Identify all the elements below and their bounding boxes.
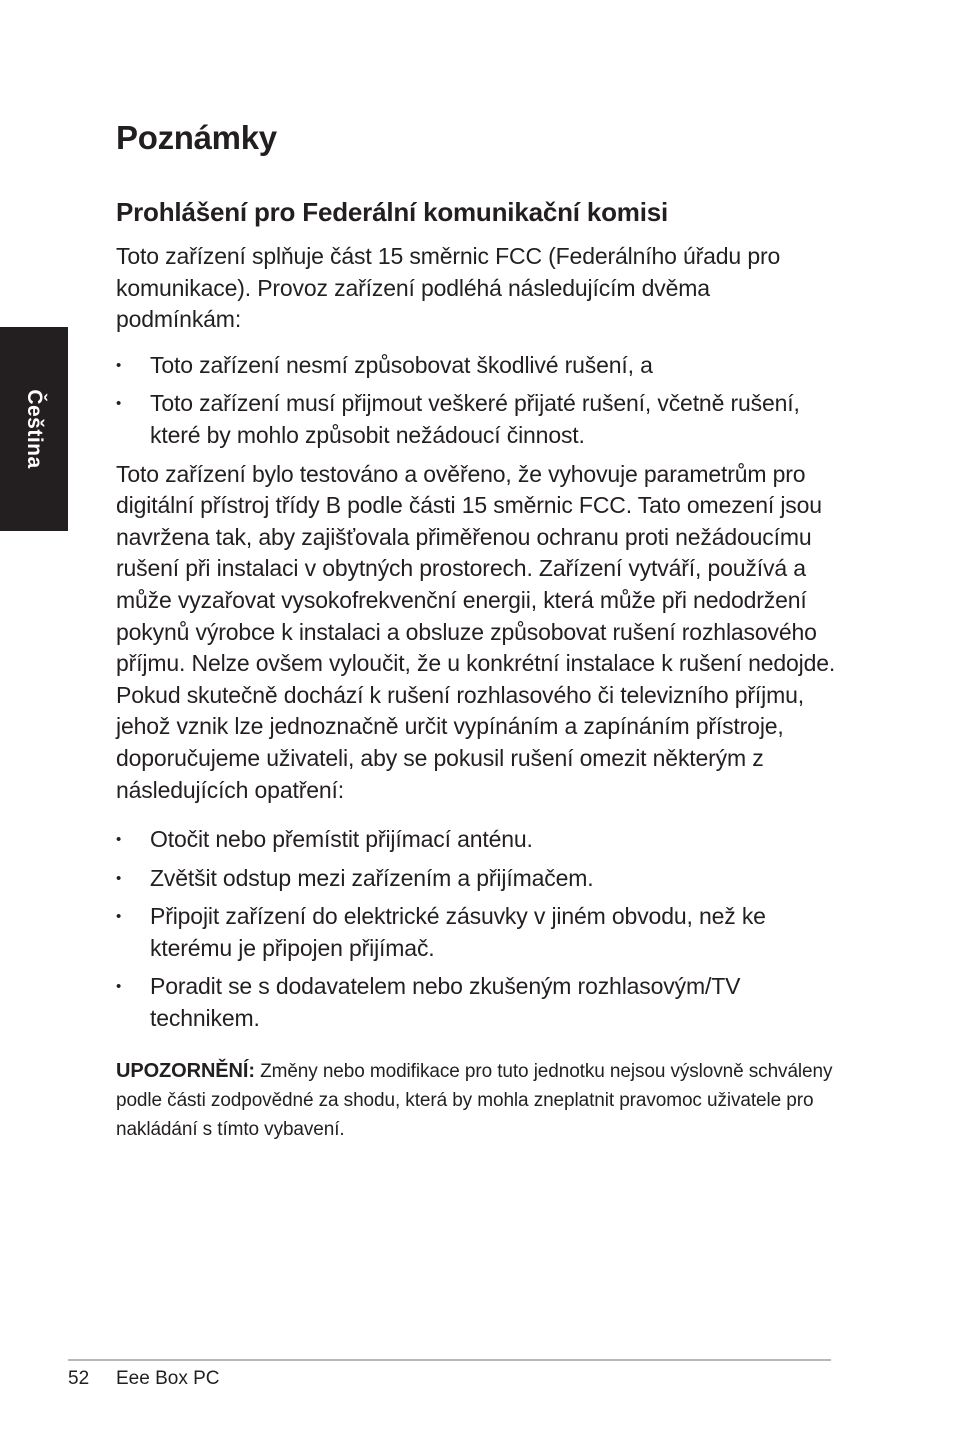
bullet-icon: •	[116, 395, 122, 413]
bullet-icon: •	[116, 356, 122, 374]
list-item	[116, 971, 836, 1034]
list-item	[116, 824, 836, 856]
warning-label: UPOZORNĚNÍ:	[116, 1059, 255, 1082]
list-item	[116, 388, 836, 451]
list-item	[116, 350, 836, 382]
page-footer	[68, 1366, 220, 1392]
list-item-text: Toto zařízení nesmí způsobovat škodlivé rušení, a	[150, 351, 653, 378]
list-item-text: Připojit zařízení do elektrické zásuvky v jiném obvodu, než ke kterému je připojen přijímač.	[150, 903, 766, 961]
list-item-text: Zvětšit odstup mezi zařízením a přijímačem.	[150, 864, 594, 891]
page-number: 52	[68, 1368, 90, 1389]
list-item-text: Poradit se s dodavatelem nebo zkušeným rozhlasovým/TV technikem.	[150, 973, 741, 1032]
language-side-tab	[0, 327, 68, 531]
list-item-text: Otočit nebo přemístit přijímací anténu.	[150, 826, 533, 853]
page-title: Poznámky	[116, 119, 277, 156]
intro-paragraph: Toto zařízení splňuje část 15 směrnic FCC (Federálního úřadu pro komunikace). Provoz zařízení podléhá následujícím dvěma podmínkám:	[116, 243, 781, 333]
language-label: Čeština	[23, 389, 46, 469]
bullet-icon: •	[116, 869, 122, 887]
list-item	[116, 901, 836, 964]
bullet-icon: •	[116, 978, 122, 996]
product-name: Eee Box PC	[116, 1368, 220, 1389]
section-heading: Prohlášení pro Federální komunikační komisi	[116, 197, 668, 227]
list-item-text: Toto zařízení musí přijmout veškeré přijaté rušení, včetně rušení, které by mohlo způsobit nežádoucí činnost.	[150, 390, 800, 448]
page-content	[116, 112, 836, 1144]
warning-note	[116, 1057, 836, 1144]
measures-list	[116, 824, 836, 1035]
bullet-icon: •	[116, 831, 122, 849]
list-item	[116, 863, 836, 895]
footer-divider	[68, 1359, 831, 1361]
conditions-list	[116, 350, 836, 452]
testing-paragraph: Toto zařízení bylo testováno a ověřeno, že vyhovuje parametrům pro digitální přístroj třídy B podle části 15 směrnic FCC. Tato omezení jsou navržena tak, aby zajišťovala přiměřenou ochranu proti nežádoucímu rušení při instalaci v obytných prostorech. Zařízení vytváří, používá a může vyzařovat vysokofrekvenční energii, která může při nedodržení pokynů výrobce k instalaci a obsluze způsobovat rušení rozhlasového příjmu. Nelze ovšem vyloučit, že u konkrétní instalace k rušení nedojde. Pokud skutečně dochází k rušení rozhlasového či televizního příjmu, jehož vznik lze jednoznačně určit vypínáním a zapínáním přístroje, doporučujeme uživateli, aby se pokusil rušení omezit některým z následujících opatření:	[116, 460, 836, 803]
bullet-icon: •	[116, 908, 122, 926]
warning-text: Změny nebo modifikace pro tuto jednotku nejsou výslovně schváleny podle části zodpovědné za shodu, která by mohla zneplatnit pravomoc uživatele pro nakládání s tímto vybavení.	[116, 1060, 833, 1140]
